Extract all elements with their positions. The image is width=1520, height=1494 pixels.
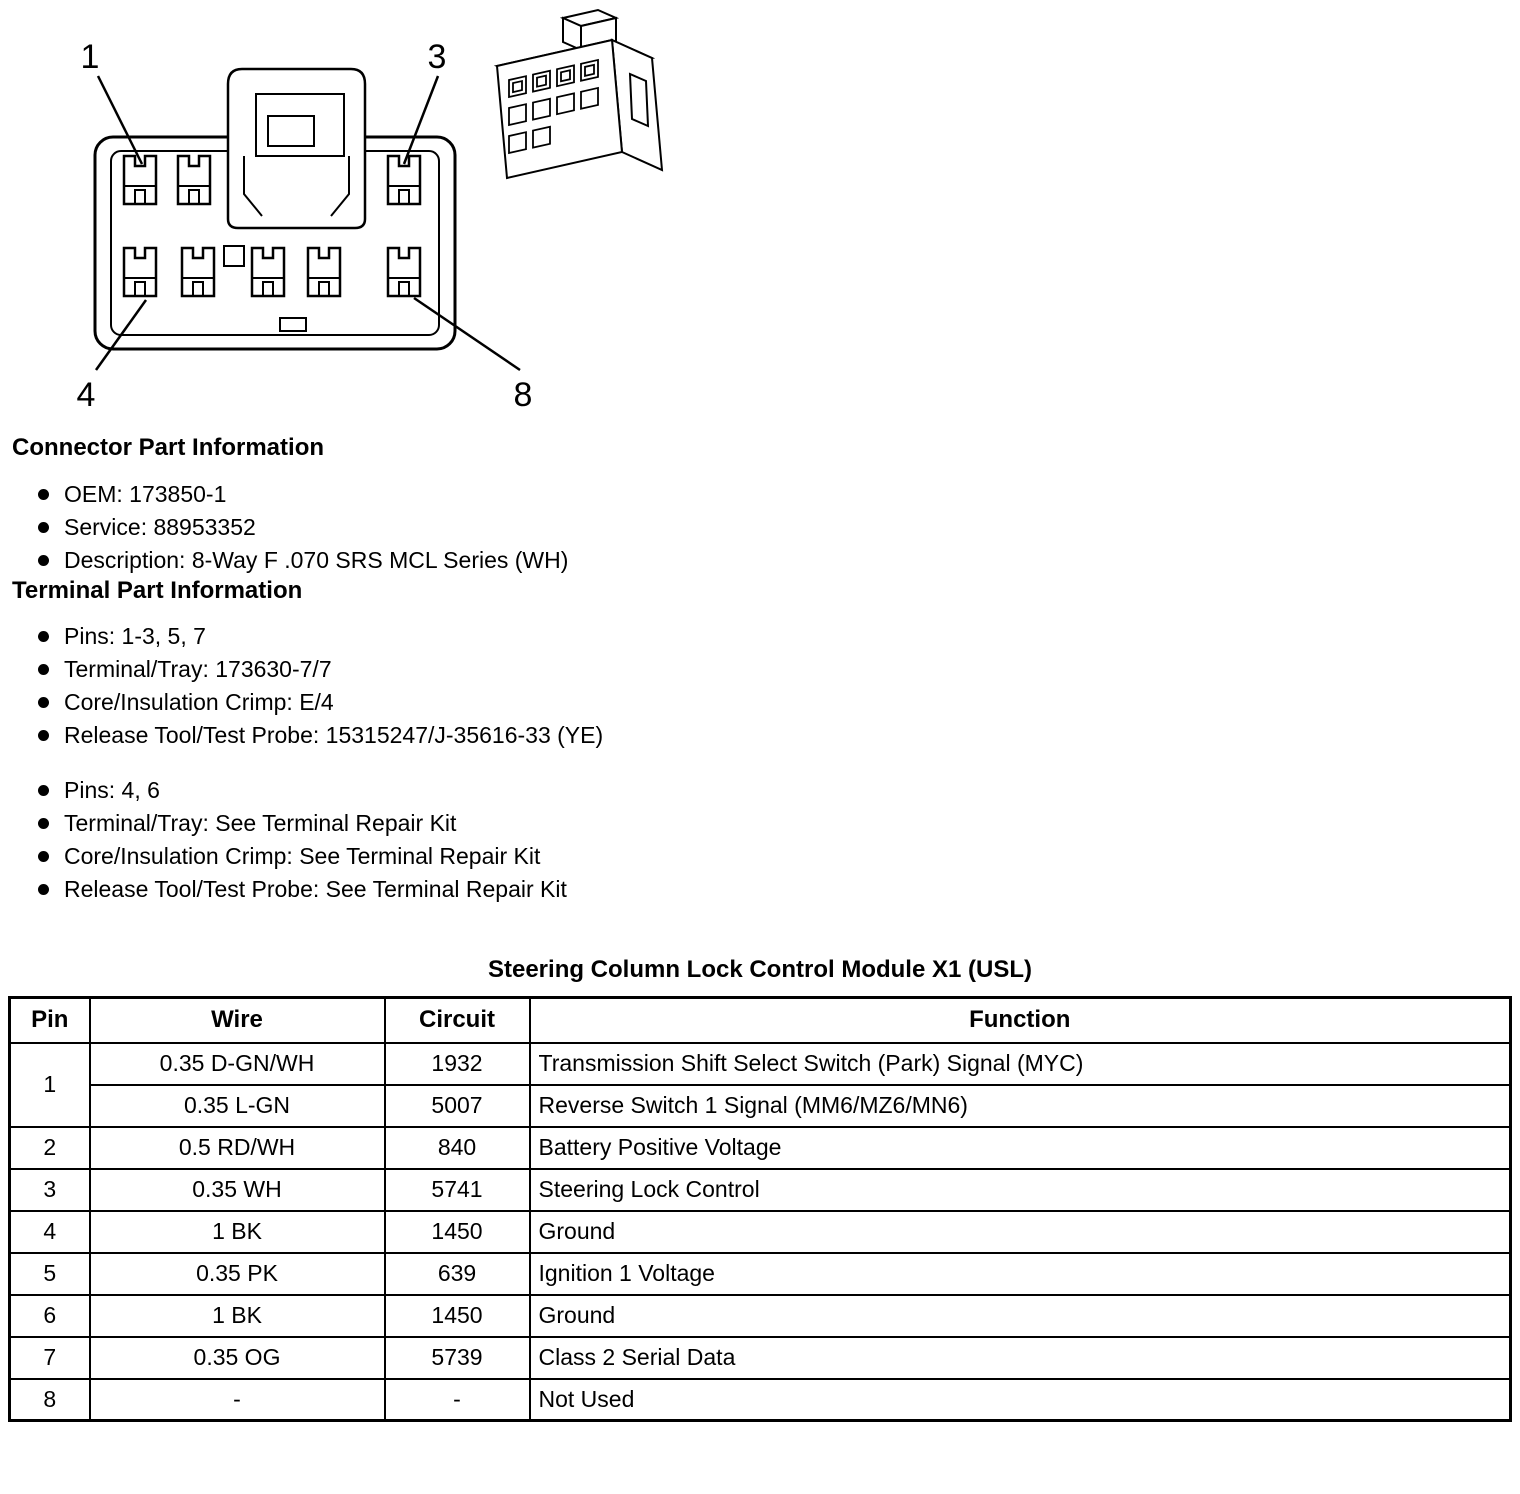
- callout-pin-3: 3: [427, 38, 447, 76]
- circuit-cell: 5741: [385, 1169, 530, 1211]
- header-circuit: Circuit: [385, 998, 530, 1043]
- circuit-cell: 1932: [385, 1043, 530, 1085]
- pin-cell: 7: [10, 1337, 90, 1379]
- function-cell: Class 2 Serial Data: [530, 1337, 1511, 1379]
- list-item: [38, 873, 1520, 906]
- table-row: [10, 1085, 1511, 1127]
- pin-cell: 4: [10, 1211, 90, 1253]
- list-item: [38, 653, 1520, 686]
- bullet-icon: [38, 818, 49, 829]
- list-item: [38, 807, 1520, 840]
- circuit-cell: 639: [385, 1253, 530, 1295]
- bullet-icon: [38, 884, 49, 895]
- list-item-text: Description: 8-Way F .070 SRS MCL Series (WH): [64, 546, 569, 573]
- circuit-cell: 5007: [385, 1085, 530, 1127]
- connector-front-view: [95, 69, 455, 349]
- table-row: [10, 1127, 1511, 1169]
- bullet-icon: [38, 785, 49, 796]
- terminal-part-heading: Terminal Part Information: [12, 576, 303, 604]
- function-cell: Ground: [530, 1295, 1511, 1337]
- pin-cell: 8: [10, 1379, 90, 1421]
- bullet-icon: [38, 555, 49, 566]
- circuit-cell: 5739: [385, 1337, 530, 1379]
- pin-cell: 1: [10, 1043, 90, 1127]
- table-row: [10, 1295, 1511, 1337]
- connector-iso-view: [497, 10, 662, 178]
- list-item-text: Core/Insulation Crimp: See Terminal Repair Kit: [64, 843, 541, 870]
- wire-cell: 0.5 RD/WH: [90, 1127, 385, 1169]
- list-item: [38, 774, 1520, 807]
- terminal-info-list-2: [0, 774, 1520, 906]
- wire-cell: 0.35 PK: [90, 1253, 385, 1295]
- circuit-cell: 840: [385, 1127, 530, 1169]
- connector-part-heading: Connector Part Information: [12, 434, 325, 461]
- table-header-row: [10, 998, 1511, 1043]
- header-pin: Pin: [10, 998, 90, 1043]
- bullet-icon: [38, 730, 49, 741]
- table-row: [10, 1211, 1511, 1253]
- header-wire: Wire: [90, 998, 385, 1043]
- list-item-text: Pins: 1-3, 5, 7: [64, 623, 206, 650]
- function-cell: Transmission Shift Select Switch (Park) Signal (MYC): [530, 1043, 1511, 1085]
- list-item-text: Core/Insulation Crimp: E/4: [64, 689, 334, 716]
- callout-pin-1: 1: [80, 38, 100, 76]
- list-item-text: Release Tool/Test Probe: See Terminal Repair Kit: [64, 876, 567, 903]
- wire-cell: 0.35 L-GN: [90, 1085, 385, 1127]
- bullet-icon: [38, 522, 49, 533]
- list-item-text: Terminal/Tray: See Terminal Repair Kit: [64, 810, 457, 837]
- table-row: [10, 1337, 1511, 1379]
- function-cell: Not Used: [530, 1379, 1511, 1421]
- list-item: [38, 511, 1520, 544]
- list-item-text: Terminal/Tray: 173630-7/7: [64, 656, 332, 683]
- table-row: [10, 1043, 1511, 1085]
- list-item: [38, 544, 1520, 577]
- function-cell: Ground: [530, 1211, 1511, 1253]
- connector-diagram-svg: [0, 4, 760, 434]
- wire-cell: 0.35 D-GN/WH: [90, 1043, 385, 1085]
- connector-figure: [0, 0, 1520, 434]
- bullet-icon: [38, 489, 49, 500]
- pin-cell: 6: [10, 1295, 90, 1337]
- wire-cell: -: [90, 1379, 385, 1421]
- circuit-cell: 1450: [385, 1211, 530, 1253]
- pin-cell: 5: [10, 1253, 90, 1295]
- circuit-cell: -: [385, 1379, 530, 1421]
- table-row: [10, 1169, 1511, 1211]
- wire-cell: 1 BK: [90, 1211, 385, 1253]
- bullet-icon: [38, 851, 49, 862]
- pin-cell: 2: [10, 1127, 90, 1169]
- wire-cell: 1 BK: [90, 1295, 385, 1337]
- list-item: [38, 620, 1520, 653]
- list-item: [38, 840, 1520, 873]
- list-item-text: Release Tool/Test Probe: 15315247/J-35616-33 (YE): [64, 722, 604, 749]
- callout-pin-8: 8: [513, 376, 533, 414]
- table-row: [10, 1379, 1511, 1421]
- bullet-icon: [38, 631, 49, 642]
- list-item-text: OEM: 173850-1: [64, 480, 227, 507]
- wire-cell: 0.35 WH: [90, 1169, 385, 1211]
- table-title: Steering Column Lock Control Module X1 (USL): [487, 956, 1032, 984]
- terminal-info-list-1: [0, 620, 1520, 752]
- wire-cell: 0.35 OG: [90, 1337, 385, 1379]
- bullet-icon: [38, 697, 49, 708]
- pin-cell: 3: [10, 1169, 90, 1211]
- connector-info-list: [0, 478, 1520, 577]
- circuit-cell: 1450: [385, 1295, 530, 1337]
- bullet-icon: [38, 664, 49, 675]
- list-item: [38, 686, 1520, 719]
- list-item-text: Pins: 4, 6: [64, 777, 160, 804]
- function-cell: Battery Positive Voltage: [530, 1127, 1511, 1169]
- pinout-table: [8, 996, 1512, 1422]
- list-item: [38, 478, 1520, 511]
- header-function: Function: [530, 998, 1511, 1043]
- list-item: [38, 719, 1520, 752]
- table-row: [10, 1253, 1511, 1295]
- function-cell: Steering Lock Control: [530, 1169, 1511, 1211]
- function-cell: Reverse Switch 1 Signal (MM6/MZ6/MN6): [530, 1085, 1511, 1127]
- list-item-text: Service: 88953352: [64, 513, 256, 540]
- function-cell: Ignition 1 Voltage: [530, 1253, 1511, 1295]
- callout-pin-4: 4: [76, 376, 96, 414]
